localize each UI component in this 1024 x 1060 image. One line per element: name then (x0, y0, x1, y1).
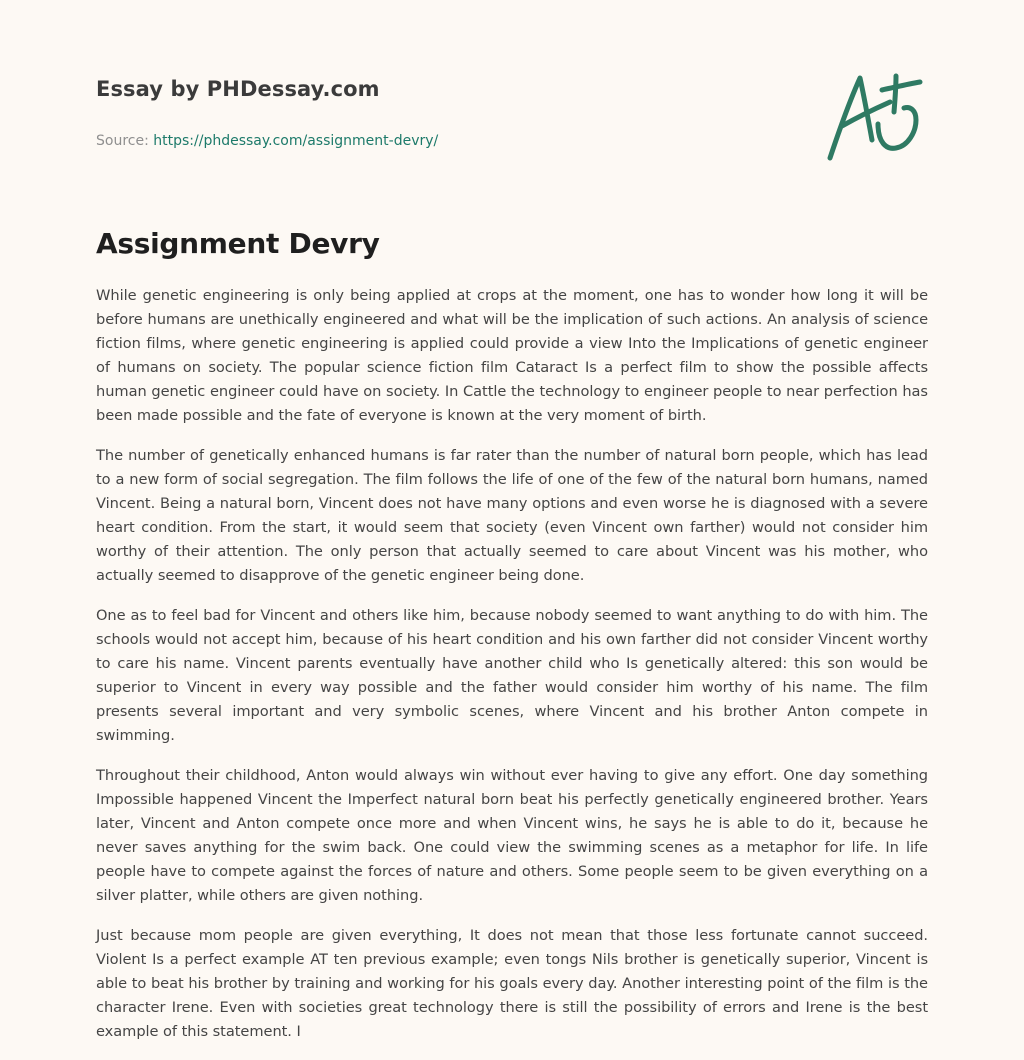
page-header (96, 72, 696, 151)
a-plus-logo-icon (822, 66, 930, 166)
essay-paragraph: Throughout their childhood, Anton would always win without ever having to give any effort. One day something Impossible happened Vincent the Imperfect natural born beat his perfectly genetically engineered brother. Years later, Vincent and Anton compete once more and when Vincent wins, he says he is able to do it, because he never saves anything for the swim back. One could view the swimming scenes as a metaphor for life. In life people have to compete against the forces of nature and others. Some people seem to be given everything on a silver platter, while others are given nothing. (96, 767, 928, 904)
essay-paragraph: Just because mom people are given everything, It does not mean that those less fortunate cannot succeed. Violent Is a perfect example AT ten previous example; even tongs Nils brother is genetically superior, Vincent is able to beat his brother by training and working for his goals every day. Another interesting point of the film is the character Irene. Even with societies great technology there is still the possibility of errors and Irene is the best example of this statement. I (96, 927, 928, 1040)
essay-paragraph: One as to feel bad for Vincent and others like him, because nobody seemed to want anything to do with him. The schools would not accept him, because of his heart condition and his own farther did not consider Vincent worthy to care his name. Vincent parents eventually have another child who Is genetically altered: this son would be superior to Vincent in every way possible and the father would consider him worthy of his name. The film presents several important and very symbolic scenes, where Vincent and his brother Anton compete in swimming. (96, 607, 928, 744)
source-label: Source: (96, 133, 154, 149)
source-line (96, 131, 696, 151)
site-title: Essay by PHDessay.com (96, 77, 380, 101)
essay-paragraph: The number of genetically enhanced humans is far rater than the number of natural born people, which has lead to a new form of social segregation. The film follows the life of one of the few of the natural born humans, named Vincent. Being a natural born, Vincent does not have many options and even worse he is diagnosed with a severe heart condition. From the start, it would seem that society (even Vincent own farther) would not consider him worthy of their attention. The only person that actually seemed to care about Vincent was his mother, who actually seemed to disapprove of the genetic engineer being done. (96, 447, 928, 584)
essay-title: Assignment Devry (96, 227, 380, 260)
essay-paragraph: While genetic engineering is only being applied at crops at the moment, one has to wonder how long it will be before humans are unethically engineered and what will be the implication of such actions. An analysis of science fiction films, where genetic engineering is applied could provide a view Into the Implications of genetic engineer of humans on society. The popular science fiction film Cataract Is a perfect film to show the possible affects human genetic engineer could have on society. In Cattle the technology to engineer people to near perfection has been made possible and the fate of everyone is known at the very moment of birth. (96, 287, 928, 424)
essay-body (96, 284, 928, 1060)
source-link[interactable]: https://phdessay.com/assignment-devry/ (153, 133, 439, 149)
